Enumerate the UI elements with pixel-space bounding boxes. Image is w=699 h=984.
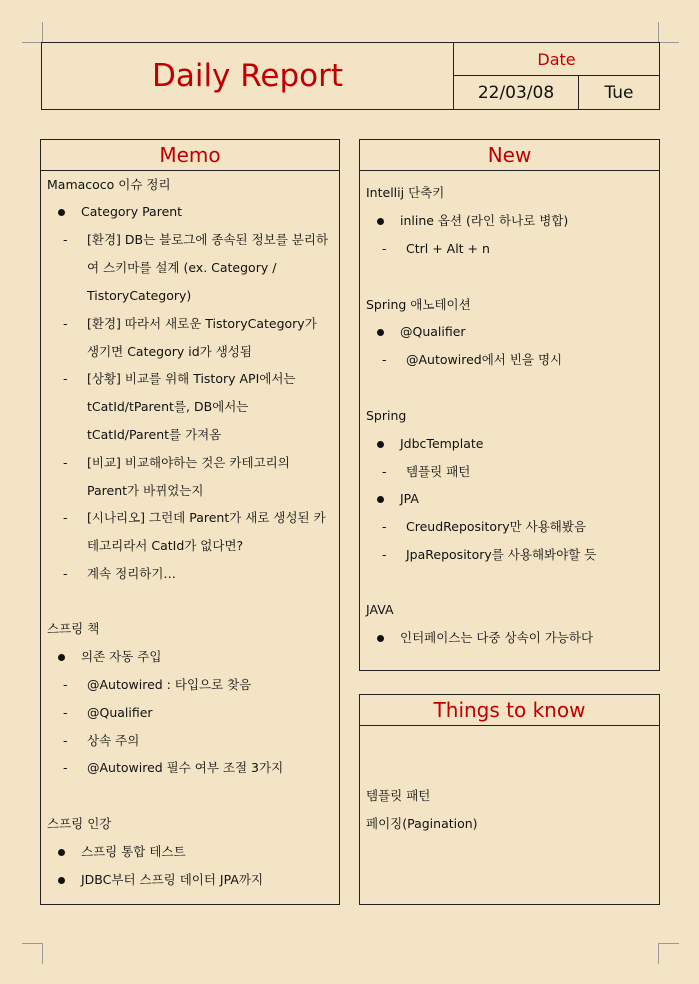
dash-icon: - (63, 455, 68, 470)
new-bullet: JdbcTemplate (400, 436, 484, 451)
dash-icon: - (382, 352, 387, 367)
report-title: Daily Report (42, 43, 454, 109)
dash-icon: - (382, 547, 387, 562)
memo-detail: 테고리라서 CatId가 없다면? (87, 538, 244, 553)
memo-bullet: JDBC부터 스프링 데이터 JPA까지 (81, 872, 264, 887)
new-heading: New (360, 140, 659, 171)
bullet-icon (58, 849, 65, 856)
crop-mark-bottom-left (22, 943, 43, 964)
memo-detail: Parent가 바뀌었는지 (87, 483, 204, 498)
dash-icon: - (382, 519, 387, 534)
memo-detail: [환경] DB는 블로그에 종속된 정보를 분리하 (87, 232, 329, 247)
memo-detail: @Autowired : 타입으로 찾음 (87, 677, 252, 692)
bullet-icon (377, 218, 384, 225)
crop-mark-top-right (658, 22, 679, 43)
dash-icon: - (63, 733, 68, 748)
memo-detail: TistoryCategory) (87, 288, 192, 303)
dash-icon: - (382, 241, 387, 256)
new-section-title: Intellij 단축키 (366, 185, 445, 200)
bullet-icon (377, 329, 384, 336)
report-header (41, 42, 660, 110)
memo-detail: tCatId/Parent를 가져옴 (87, 427, 222, 442)
memo-detail: 상속 주의 (87, 733, 140, 748)
dash-icon: - (63, 510, 68, 525)
new-bullet: inline 옵션 (라인 하나로 병합) (400, 213, 569, 228)
memo-bullet: 스프링 통합 테스트 (81, 844, 186, 859)
crop-mark-top-left (22, 22, 43, 43)
new-bullet: @Qualifier (400, 324, 466, 339)
dash-icon: - (63, 232, 68, 247)
memo-detail: @Qualifier (87, 705, 153, 720)
bullet-icon (377, 496, 384, 503)
memo-detail: @Autowired 필수 여부 조절 3가지 (87, 760, 284, 775)
memo-detail: 계속 정리하기… (87, 566, 176, 581)
new-bullet: JPA (400, 491, 419, 506)
bullet-icon (377, 441, 384, 448)
new-detail: JpaRepository를 사용해봐야할 듯 (406, 547, 597, 562)
new-detail: @Autowired에서 빈을 명시 (406, 352, 563, 367)
memo-detail: [시나리오] 그런데 Parent가 새로 생성된 카 (87, 510, 326, 525)
things-to-know-item: 템플릿 패턴 (366, 788, 431, 803)
bullet-icon (58, 654, 65, 661)
bullet-icon (58, 877, 65, 884)
new-detail: 템플릿 패턴 (406, 464, 471, 479)
new-section-title: Spring (366, 408, 407, 423)
new-detail: Ctrl + Alt + n (406, 241, 490, 256)
memo-detail: [상황] 비교를 위해 Tistory API에서는 (87, 371, 296, 386)
memo-section-title: 스프링 인강 (47, 816, 112, 831)
things-to-know-panel (359, 694, 660, 905)
dash-icon: - (382, 464, 387, 479)
memo-detail: [환경] 따라서 새로운 TistoryCategory가 (87, 316, 317, 331)
memo-detail: 여 스키마를 설계 (ex. Category / (87, 260, 277, 275)
date-value: 22/03/08 (454, 76, 579, 109)
memo-bullet: 의존 자동 주입 (81, 649, 162, 664)
things-to-know-heading: Things to know (360, 695, 659, 726)
new-detail: CreudRepository만 사용해봤음 (406, 519, 587, 534)
new-section-title: Spring 애노테이션 (366, 297, 471, 312)
memo-panel (40, 139, 340, 905)
memo-detail: tCatId/tParent를, DB에서는 (87, 399, 249, 414)
new-bullet: 인터페이스는 다중 상속이 가능하다 (400, 630, 594, 645)
day-value: Tue (604, 82, 634, 103)
memo-section-title: 스프링 책 (47, 621, 100, 636)
dash-icon: - (63, 705, 68, 720)
dash-icon: - (63, 566, 68, 581)
new-section-title: JAVA (366, 602, 394, 617)
dash-icon: - (63, 760, 68, 775)
memo-bullet: Category Parent (81, 204, 183, 219)
new-panel (359, 139, 660, 671)
things-to-know-item: 페이징(Pagination) (366, 816, 478, 831)
memo-detail: 생기면 Category id가 생성됨 (87, 344, 252, 359)
memo-heading: Memo (41, 140, 339, 171)
bullet-icon (377, 635, 384, 642)
memo-detail: [비교] 비교해야하는 것은 카테고리의 (87, 455, 290, 470)
dash-icon: - (63, 316, 68, 331)
dash-icon: - (63, 371, 68, 386)
date-label: Date (454, 43, 659, 76)
dash-icon: - (63, 677, 68, 692)
memo-section-title: Mamacoco 이슈 정리 (47, 177, 171, 192)
crop-mark-bottom-right (658, 943, 679, 964)
bullet-icon (58, 209, 65, 216)
